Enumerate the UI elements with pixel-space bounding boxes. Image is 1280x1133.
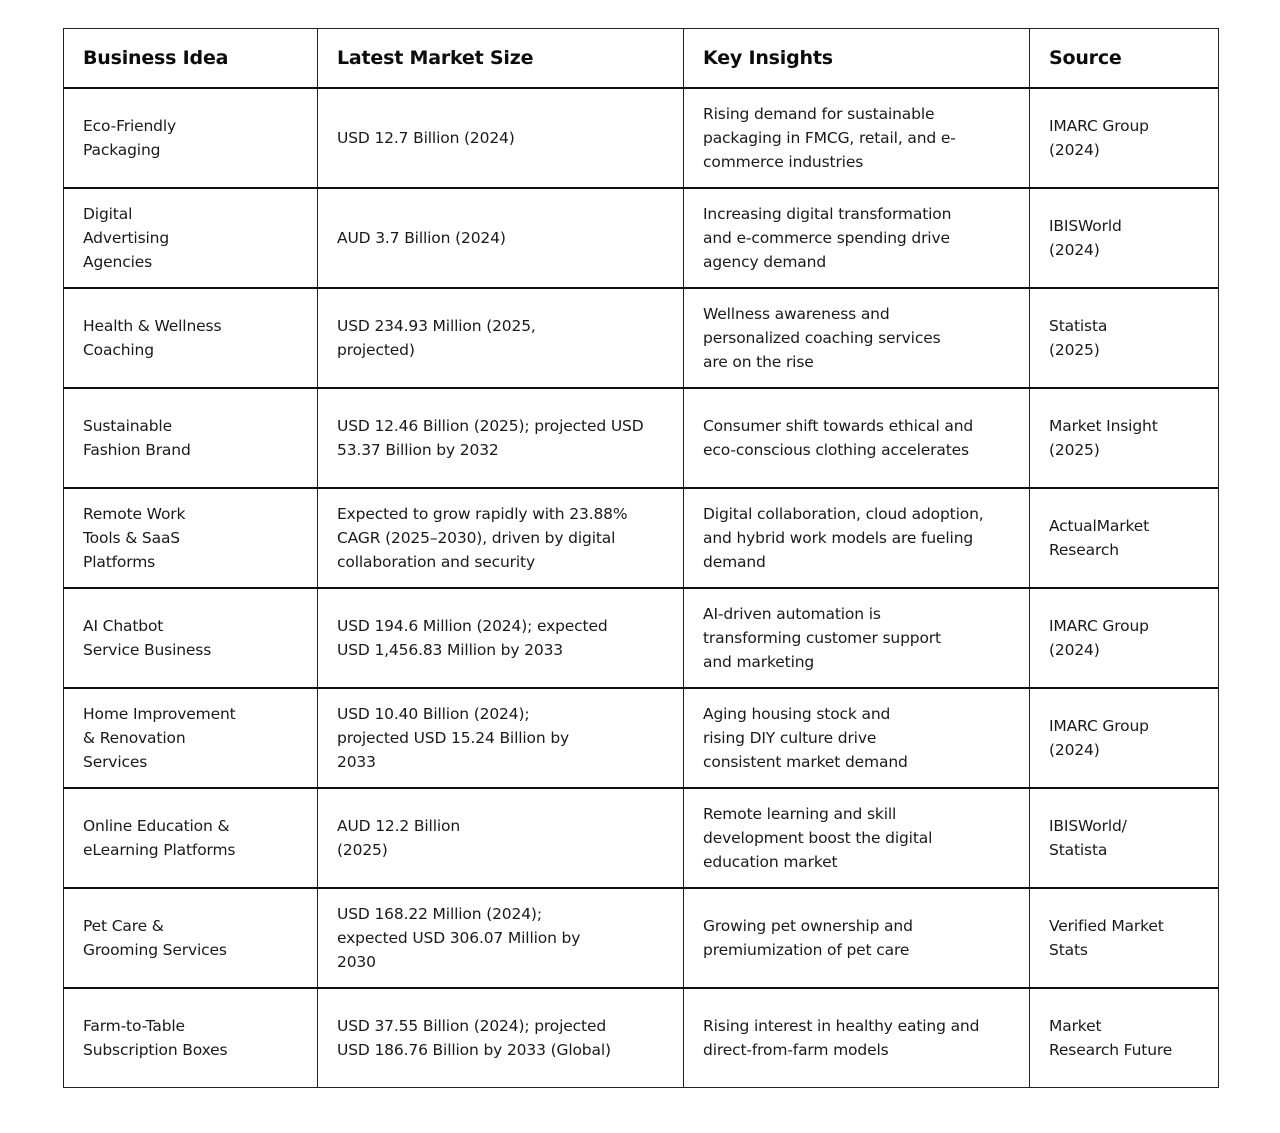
table-row xyxy=(64,588,1219,688)
cell-source xyxy=(1030,388,1219,488)
table-row xyxy=(64,888,1219,988)
cell-market-size xyxy=(318,188,684,288)
market-size-table xyxy=(63,28,1219,1088)
cell-source xyxy=(1030,288,1219,388)
business-idea-text: Online Education & eLearning Platforms xyxy=(83,816,236,859)
source-text: Market Research Future xyxy=(1049,1016,1173,1059)
table-row xyxy=(64,288,1219,388)
source-text: IMARC Group (2024) xyxy=(1049,716,1149,759)
source-text: ActualMarket Research xyxy=(1049,516,1150,559)
header-market-size: Latest Market Size xyxy=(318,29,684,88)
cell-key-insights xyxy=(684,788,1030,888)
market-size-text: USD 12.7 Billion (2024) xyxy=(337,128,515,147)
market-size-text: USD 37.55 Billion (2024); projected USD 186.76 Billion by 2033 (Global) xyxy=(337,1016,611,1059)
cell-business-idea xyxy=(64,188,318,288)
header-key-insights: Key Insights xyxy=(684,29,1030,88)
key-insights-text: Digital collaboration, cloud adoption, and hybrid work models are fueling demand xyxy=(703,504,984,571)
cell-market-size xyxy=(318,888,684,988)
business-idea-text: Home Improvement & Renovation Services xyxy=(83,704,236,771)
business-idea-text: Health & Wellness Coaching xyxy=(83,316,222,359)
cell-key-insights xyxy=(684,688,1030,788)
business-idea-text: Remote Work Tools & SaaS Platforms xyxy=(83,504,186,571)
market-size-text: USD 10.40 Billion (2024); projected USD 15.24 Billion by 2033 xyxy=(337,704,570,771)
header-business-idea: Business Idea xyxy=(64,29,318,88)
cell-market-size xyxy=(318,488,684,588)
cell-source xyxy=(1030,88,1219,188)
source-text: Verified Market Stats xyxy=(1049,916,1164,959)
business-idea-text: Digital Advertising Agencies xyxy=(83,204,170,271)
cell-market-size xyxy=(318,688,684,788)
source-text: IMARC Group (2024) xyxy=(1049,116,1149,159)
business-idea-text: Sustainable Fashion Brand xyxy=(83,416,191,459)
cell-source xyxy=(1030,788,1219,888)
key-insights-text: Rising interest in healthy eating and direct-from-farm models xyxy=(703,1016,980,1059)
cell-source xyxy=(1030,988,1219,1088)
cell-market-size xyxy=(318,588,684,688)
cell-business-idea xyxy=(64,788,318,888)
cell-source xyxy=(1030,488,1219,588)
cell-key-insights xyxy=(684,888,1030,988)
business-idea-text: AI Chatbot Service Business xyxy=(83,616,212,659)
cell-source xyxy=(1030,888,1219,988)
table-row xyxy=(64,488,1219,588)
market-size-text: USD 12.46 Billion (2025); projected USD 53.37 Billion by 2032 xyxy=(337,416,644,459)
cell-key-insights xyxy=(684,388,1030,488)
table-row xyxy=(64,388,1219,488)
header-row xyxy=(64,29,1219,88)
cell-key-insights xyxy=(684,188,1030,288)
cell-business-idea xyxy=(64,888,318,988)
table-row xyxy=(64,688,1219,788)
cell-key-insights xyxy=(684,588,1030,688)
business-idea-text: Eco-Friendly Packaging xyxy=(83,116,177,159)
source-text: IMARC Group (2024) xyxy=(1049,616,1149,659)
cell-market-size xyxy=(318,88,684,188)
key-insights-text: Consumer shift towards ethical and eco-conscious clothing accelerates xyxy=(703,416,974,459)
table-body xyxy=(64,88,1219,1088)
key-insights-text: Growing pet ownership and premiumization of pet care xyxy=(703,916,913,959)
key-insights-text: Rising demand for sustainable packaging in FMCG, retail, and e- commerce industries xyxy=(703,104,956,171)
source-text: IBISWorld (2024) xyxy=(1049,216,1122,259)
business-idea-text: Pet Care & Grooming Services xyxy=(83,916,227,959)
cell-market-size xyxy=(318,288,684,388)
cell-source xyxy=(1030,688,1219,788)
cell-business-idea xyxy=(64,288,318,388)
source-text: Statista (2025) xyxy=(1049,316,1108,359)
cell-key-insights xyxy=(684,988,1030,1088)
cell-source xyxy=(1030,188,1219,288)
cell-business-idea xyxy=(64,388,318,488)
cell-business-idea xyxy=(64,688,318,788)
source-text: Market Insight (2025) xyxy=(1049,416,1158,459)
market-size-text: AUD 3.7 Billion (2024) xyxy=(337,228,506,247)
cell-business-idea xyxy=(64,988,318,1088)
cell-key-insights xyxy=(684,88,1030,188)
header-source: Source xyxy=(1030,29,1219,88)
cell-business-idea xyxy=(64,88,318,188)
market-size-text: USD 234.93 Million (2025, projected) xyxy=(337,316,536,359)
market-size-text: USD 194.6 Million (2024); expected USD 1,456.83 Million by 2033 xyxy=(337,616,608,659)
table-row xyxy=(64,88,1219,188)
key-insights-text: Aging housing stock and rising DIY culture drive consistent market demand xyxy=(703,704,908,771)
market-size-text: Expected to grow rapidly with 23.88% CAGR (2025–2030), driven by digital collaboration and security xyxy=(337,504,628,571)
table-header xyxy=(64,29,1219,88)
market-size-text: USD 168.22 Million (2024); expected USD 306.07 Million by 2030 xyxy=(337,904,581,971)
key-insights-text: Remote learning and skill development boost the digital education market xyxy=(703,804,933,871)
cell-business-idea xyxy=(64,488,318,588)
key-insights-text: Increasing digital transformation and e-commerce spending drive agency demand xyxy=(703,204,952,271)
cell-market-size xyxy=(318,388,684,488)
cell-business-idea xyxy=(64,588,318,688)
table-row xyxy=(64,988,1219,1088)
market-size-text: AUD 12.2 Billion (2025) xyxy=(337,816,461,859)
cell-market-size xyxy=(318,788,684,888)
cell-market-size xyxy=(318,988,684,1088)
key-insights-text: AI-driven automation is transforming customer support and marketing xyxy=(703,604,941,671)
cell-key-insights xyxy=(684,288,1030,388)
business-idea-text: Farm-to-Table Subscription Boxes xyxy=(83,1016,228,1059)
key-insights-text: Wellness awareness and personalized coaching services are on the rise xyxy=(703,304,941,371)
table-row xyxy=(64,788,1219,888)
cell-source xyxy=(1030,588,1219,688)
cell-key-insights xyxy=(684,488,1030,588)
table-row xyxy=(64,188,1219,288)
source-text: IBISWorld/ Statista xyxy=(1049,816,1127,859)
